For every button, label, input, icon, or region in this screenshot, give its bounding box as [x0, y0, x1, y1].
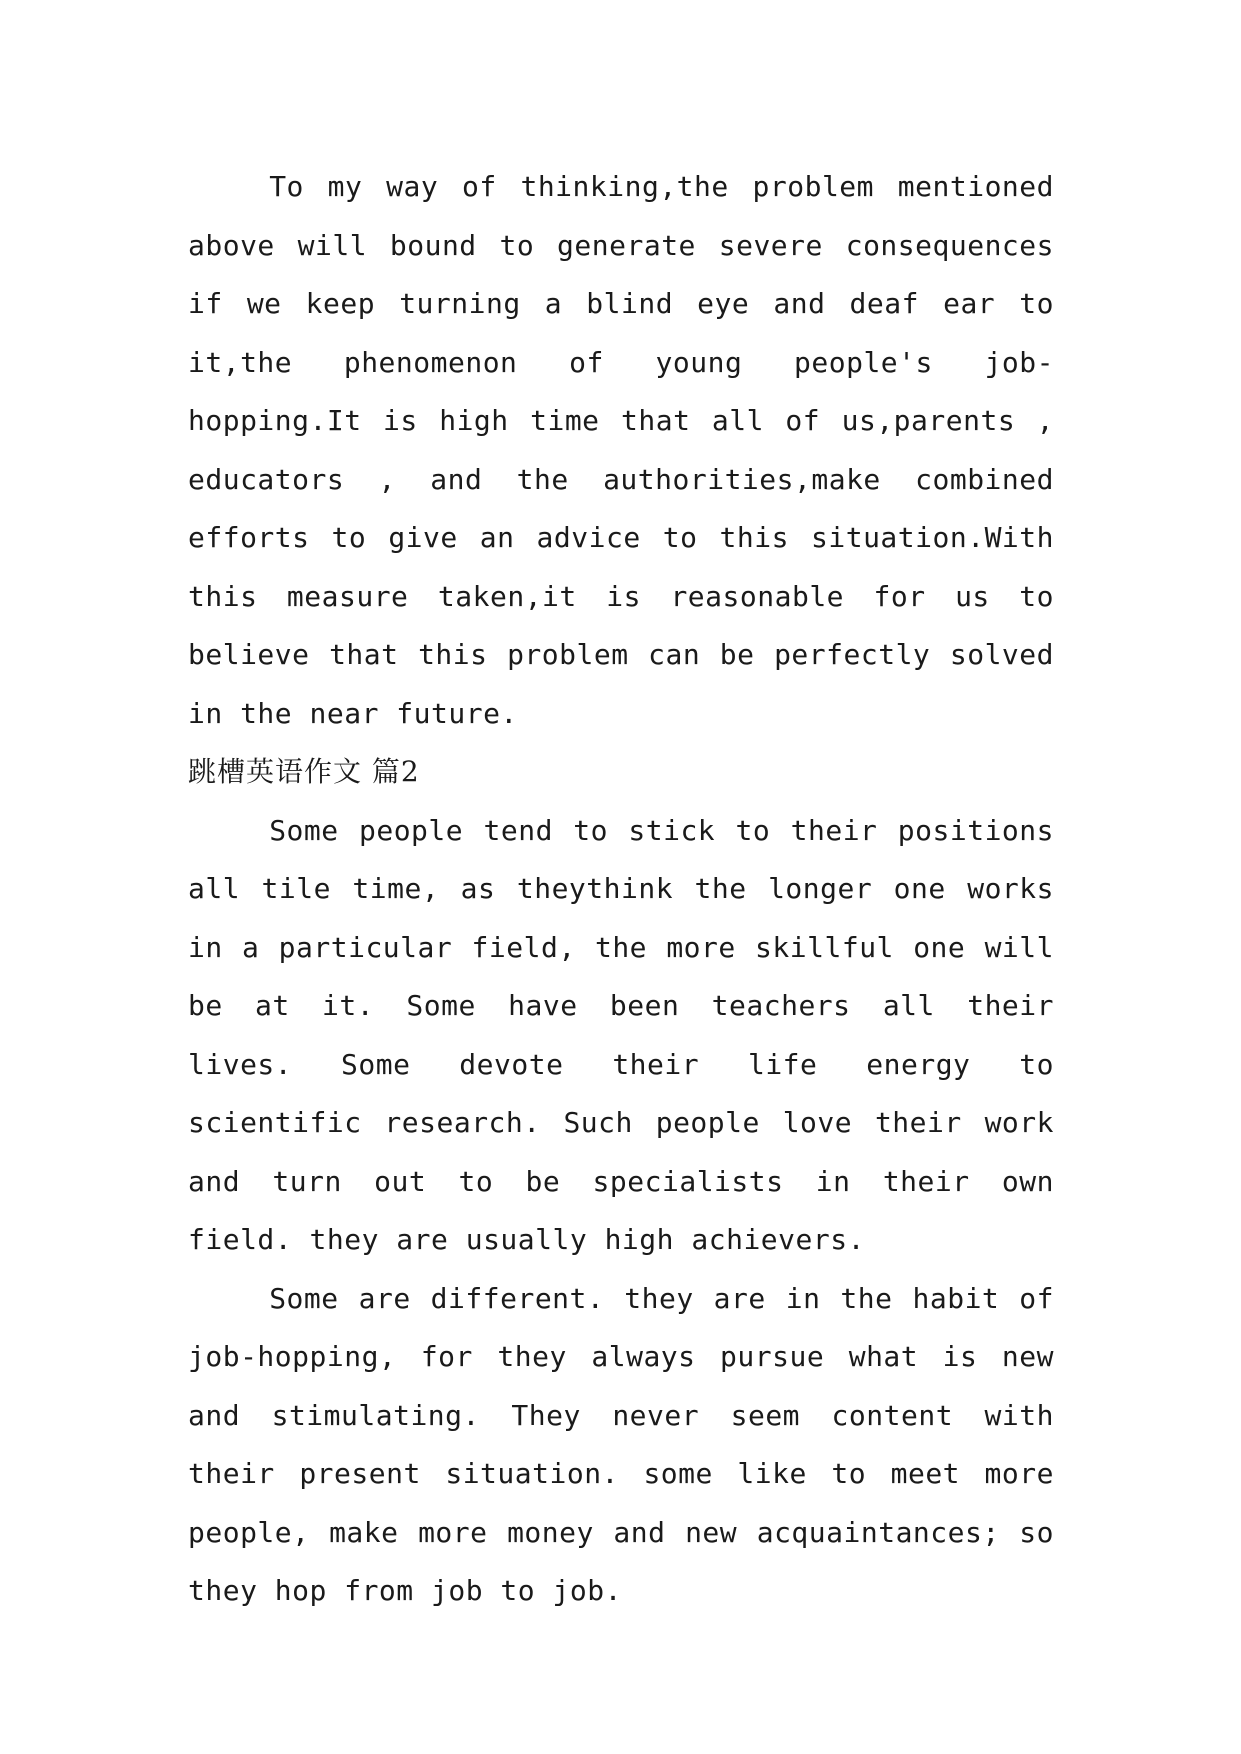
paragraph-conclusion: To my way of thinking,the problem mentioned above will bound to generate severe consequences if we keep turning a blind eye and deaf ear to it,the phenomenon of young people's job-hopping.It is high time that all of us,parents , educators , and the authorities,make combined efforts to give an advice to this situation.With this measure taken,it is reasonable for us to believe that this problem can be perfectly solved in the near future.: [188, 170, 1054, 730]
document-page: [188, 158, 1054, 1621]
paragraph-job-hoppers: Some are different. they are in the habit of job-hopping, for they always pursue what is new and stimulating. They never seem content with their present situation. some like to meet more people, make more money and new acquaintances; so they hop from job to job.: [188, 1281, 1054, 1607]
paragraph-specialists: Some people tend to stick to their positions all tile time, as theythink the longer one works in a particular field, the more skillful one will be at it. Some have been teachers all their lives. Some devote their life energy to scientific research. Such people love their work and turn out to be specialists in their own field. they are usually high achievers.: [188, 813, 1054, 1256]
section-heading: 跳槽英语作文 篇2: [188, 755, 420, 788]
